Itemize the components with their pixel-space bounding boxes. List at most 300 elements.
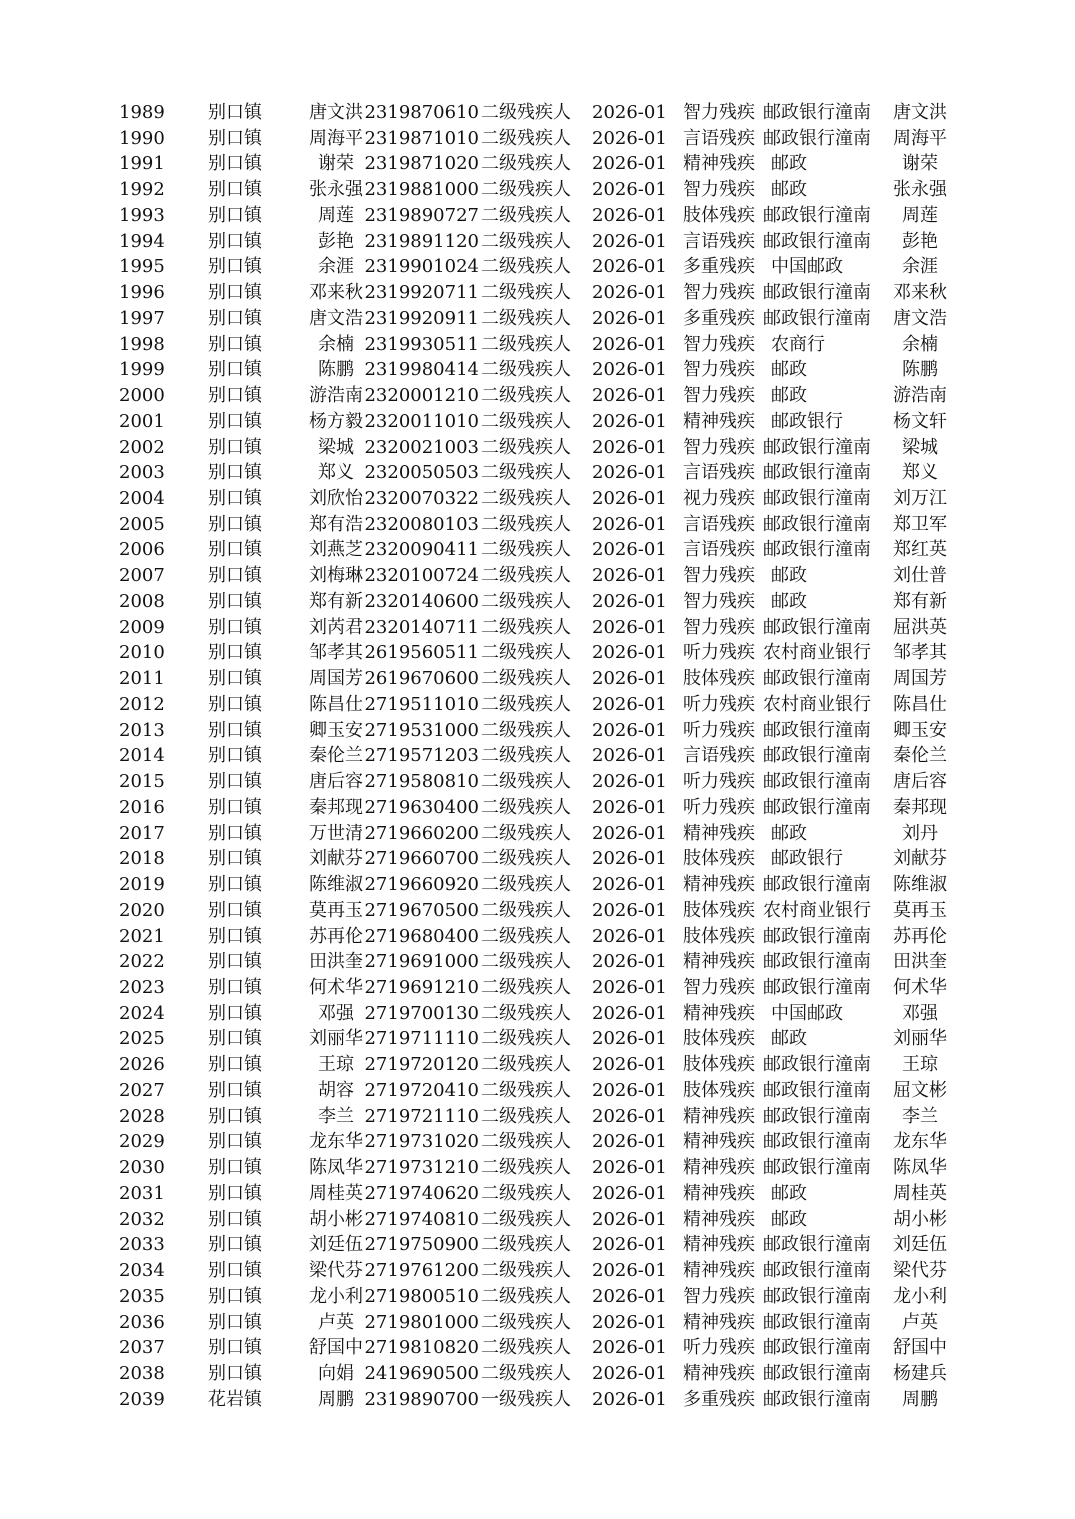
disability-type-cell: 精神残疾 bbox=[683, 1234, 755, 1256]
id-number-cell: 2719531000 bbox=[364, 719, 479, 741]
disability-type-cell: 肢体残疾 bbox=[683, 668, 755, 690]
id-number-cell: 2320090411 bbox=[364, 539, 479, 561]
name-cell: 唐文洪 bbox=[309, 102, 363, 123]
id-number-cell: 2719720120 bbox=[364, 1054, 479, 1076]
payee-cell: 龙东华 bbox=[893, 1131, 947, 1153]
bank-cell: 邮政银行 bbox=[771, 848, 843, 870]
name-cell: 刘献芬 bbox=[309, 848, 363, 870]
table-row bbox=[0, 872, 1075, 898]
disability-grade-cell: 二级残疾人 bbox=[481, 1054, 571, 1076]
date-cell: 2026-01 bbox=[592, 1131, 667, 1153]
name-cell: 李兰 bbox=[318, 1105, 354, 1127]
disability-type-cell: 听力残疾 bbox=[683, 693, 755, 715]
row-number-cell: 2020 bbox=[119, 899, 165, 921]
payee-cell: 秦伦兰 bbox=[893, 745, 947, 767]
row-number-cell: 2012 bbox=[119, 693, 165, 715]
id-number-cell: 2319890700 bbox=[364, 1388, 479, 1410]
name-cell: 王琼 bbox=[318, 1054, 354, 1076]
name-cell: 郑义 bbox=[318, 462, 354, 484]
disability-grade-cell: 二级残疾人 bbox=[481, 1285, 571, 1307]
disability-grade-cell: 二级残疾人 bbox=[481, 822, 571, 844]
disability-type-cell: 肢体残疾 bbox=[683, 1028, 755, 1050]
date-cell: 2026-01 bbox=[592, 436, 667, 458]
name-cell: 邓来秋 bbox=[309, 282, 363, 304]
payee-cell: 李兰 bbox=[902, 1105, 938, 1127]
row-number-cell: 1993 bbox=[119, 204, 165, 226]
town-cell: 别口镇 bbox=[208, 1311, 262, 1333]
id-number-cell: 2419690500 bbox=[364, 1362, 479, 1384]
disability-grade-cell: 二级残疾人 bbox=[481, 642, 571, 664]
id-number-cell: 2719630400 bbox=[364, 796, 479, 818]
payee-cell: 邓来秋 bbox=[893, 282, 947, 304]
date-cell: 2026-01 bbox=[592, 590, 667, 612]
payee-cell: 刘丽华 bbox=[893, 1028, 947, 1050]
disability-grade-cell: 二级残疾人 bbox=[481, 1182, 571, 1204]
disability-type-cell: 言语残疾 bbox=[683, 539, 755, 561]
disability-grade-cell: 二级残疾人 bbox=[481, 565, 571, 587]
table-row bbox=[0, 846, 1075, 872]
name-cell: 杨方毅 bbox=[309, 410, 363, 432]
date-cell: 2026-01 bbox=[592, 1079, 667, 1101]
row-number-cell: 2000 bbox=[119, 385, 165, 407]
disability-grade-cell: 二级残疾人 bbox=[481, 976, 571, 998]
disability-type-cell: 肢体残疾 bbox=[683, 899, 755, 921]
date-cell: 2026-01 bbox=[592, 333, 667, 355]
row-number-cell: 2029 bbox=[119, 1131, 165, 1153]
row-number-cell: 2018 bbox=[119, 848, 165, 870]
bank-cell: 邮政银行潼南 bbox=[763, 1234, 871, 1256]
bank-cell: 邮政银行潼南 bbox=[763, 668, 871, 690]
disability-type-cell: 肢体残疾 bbox=[683, 1079, 755, 1101]
disability-grade-cell: 二级残疾人 bbox=[481, 745, 571, 767]
table-row bbox=[0, 1052, 1075, 1078]
name-cell: 龙东华 bbox=[309, 1131, 363, 1153]
town-cell: 别口镇 bbox=[208, 693, 262, 715]
disability-grade-cell: 二级残疾人 bbox=[481, 668, 571, 690]
payee-cell: 周桂英 bbox=[893, 1182, 947, 1204]
date-cell: 2026-01 bbox=[592, 745, 667, 767]
row-number-cell: 1989 bbox=[119, 102, 165, 123]
payee-cell: 刘廷伍 bbox=[893, 1234, 947, 1256]
disability-type-cell: 言语残疾 bbox=[683, 513, 755, 535]
town-cell: 别口镇 bbox=[208, 204, 262, 226]
name-cell: 谢荣 bbox=[318, 153, 354, 175]
disability-type-cell: 精神残疾 bbox=[683, 1002, 755, 1024]
disability-grade-cell: 二级残疾人 bbox=[481, 874, 571, 896]
name-cell: 彭艳 bbox=[318, 230, 354, 252]
bank-cell: 邮政银行潼南 bbox=[763, 539, 871, 561]
bank-cell: 邮政银行潼南 bbox=[763, 1157, 871, 1179]
town-cell: 别口镇 bbox=[208, 1337, 262, 1359]
payee-cell: 屈洪英 bbox=[893, 616, 947, 638]
id-number-cell: 2319870610 bbox=[364, 102, 479, 123]
row-number-cell: 2016 bbox=[119, 796, 165, 818]
bank-cell: 邮政 bbox=[771, 565, 807, 587]
table-row bbox=[0, 357, 1075, 383]
name-cell: 龙小利 bbox=[309, 1285, 363, 1307]
row-number-cell: 2027 bbox=[119, 1079, 165, 1101]
name-cell: 周莲 bbox=[318, 204, 354, 226]
row-number-cell: 2037 bbox=[119, 1337, 165, 1359]
date-cell: 2026-01 bbox=[592, 1234, 667, 1256]
payee-cell: 刘献芬 bbox=[893, 848, 947, 870]
row-number-cell: 2031 bbox=[119, 1182, 165, 1204]
id-number-cell: 2619560511 bbox=[364, 642, 479, 664]
table-row bbox=[0, 151, 1075, 177]
disability-type-cell: 精神残疾 bbox=[683, 1362, 755, 1384]
disability-grade-cell: 二级残疾人 bbox=[481, 127, 571, 149]
id-number-cell: 2320140600 bbox=[364, 590, 479, 612]
id-number-cell: 2319930511 bbox=[364, 333, 479, 355]
bank-cell: 邮政银行潼南 bbox=[763, 282, 871, 304]
name-cell: 刘丽华 bbox=[309, 1028, 363, 1050]
date-cell: 2026-01 bbox=[592, 539, 667, 561]
disability-grade-cell: 二级残疾人 bbox=[481, 719, 571, 741]
row-number-cell: 2008 bbox=[119, 590, 165, 612]
id-number-cell: 2320021003 bbox=[364, 436, 479, 458]
row-number-cell: 1996 bbox=[119, 282, 165, 304]
table-row bbox=[0, 1155, 1075, 1181]
disability-type-cell: 智力残疾 bbox=[683, 565, 755, 587]
bank-cell: 邮政 bbox=[771, 1182, 807, 1204]
disability-grade-cell: 二级残疾人 bbox=[481, 1131, 571, 1153]
table-row bbox=[0, 1232, 1075, 1258]
id-number-cell: 2319881000 bbox=[364, 179, 479, 201]
date-cell: 2026-01 bbox=[592, 925, 667, 947]
table-row bbox=[0, 795, 1075, 821]
disability-grade-cell: 二级残疾人 bbox=[481, 488, 571, 510]
disability-grade-cell: 二级残疾人 bbox=[481, 179, 571, 201]
name-cell: 刘廷伍 bbox=[309, 1234, 363, 1256]
bank-cell: 邮政 bbox=[771, 359, 807, 381]
row-number-cell: 2011 bbox=[119, 668, 165, 690]
id-number-cell: 2719720410 bbox=[364, 1079, 479, 1101]
disability-type-cell: 听力残疾 bbox=[683, 1337, 755, 1359]
bank-cell: 邮政银行潼南 bbox=[763, 874, 871, 896]
bank-cell: 邮政 bbox=[771, 385, 807, 407]
name-cell: 余楠 bbox=[318, 333, 354, 355]
date-cell: 2026-01 bbox=[592, 874, 667, 896]
disability-grade-cell: 二级残疾人 bbox=[481, 693, 571, 715]
town-cell: 别口镇 bbox=[208, 230, 262, 252]
town-cell: 别口镇 bbox=[208, 513, 262, 535]
name-cell: 莫再玉 bbox=[309, 899, 363, 921]
id-number-cell: 2719660700 bbox=[364, 848, 479, 870]
date-cell: 2026-01 bbox=[592, 1157, 667, 1179]
town-cell: 别口镇 bbox=[208, 1362, 262, 1384]
town-cell: 别口镇 bbox=[208, 925, 262, 947]
town-cell: 别口镇 bbox=[208, 1285, 262, 1307]
date-cell: 2026-01 bbox=[592, 616, 667, 638]
id-number-cell: 2319891120 bbox=[364, 230, 479, 252]
id-number-cell: 2320100724 bbox=[364, 565, 479, 587]
date-cell: 2026-01 bbox=[592, 976, 667, 998]
town-cell: 别口镇 bbox=[208, 796, 262, 818]
date-cell: 2026-01 bbox=[592, 102, 667, 123]
id-number-cell: 2320080103 bbox=[364, 513, 479, 535]
disability-type-cell: 肢体残疾 bbox=[683, 204, 755, 226]
id-number-cell: 2719700130 bbox=[364, 1002, 479, 1024]
bank-cell: 邮政银行潼南 bbox=[763, 1131, 871, 1153]
row-number-cell: 2001 bbox=[119, 410, 165, 432]
name-cell: 梁城 bbox=[318, 436, 354, 458]
row-number-cell: 2033 bbox=[119, 1234, 165, 1256]
disability-grade-cell: 二级残疾人 bbox=[481, 333, 571, 355]
bank-cell: 邮政 bbox=[771, 822, 807, 844]
disability-type-cell: 精神残疾 bbox=[683, 1311, 755, 1333]
payee-cell: 刘丹 bbox=[902, 822, 938, 844]
disability-type-cell: 智力残疾 bbox=[683, 282, 755, 304]
town-cell: 别口镇 bbox=[208, 436, 262, 458]
disability-type-cell: 智力残疾 bbox=[683, 102, 755, 123]
date-cell: 2026-01 bbox=[592, 1002, 667, 1024]
disability-type-cell: 视力残疾 bbox=[683, 488, 755, 510]
town-cell: 别口镇 bbox=[208, 256, 262, 278]
town-cell: 别口镇 bbox=[208, 307, 262, 329]
id-number-cell: 2719731020 bbox=[364, 1131, 479, 1153]
date-cell: 2026-01 bbox=[592, 282, 667, 304]
date-cell: 2026-01 bbox=[592, 1311, 667, 1333]
disability-grade-cell: 二级残疾人 bbox=[481, 1028, 571, 1050]
disability-grade-cell: 二级残疾人 bbox=[481, 1362, 571, 1384]
disability-grade-cell: 二级残疾人 bbox=[481, 204, 571, 226]
town-cell: 别口镇 bbox=[208, 642, 262, 664]
id-number-cell: 2719740810 bbox=[364, 1208, 479, 1230]
payee-cell: 郑红英 bbox=[893, 539, 947, 561]
disability-type-cell: 智力残疾 bbox=[683, 385, 755, 407]
town-cell: 别口镇 bbox=[208, 127, 262, 149]
disability-grade-cell: 二级残疾人 bbox=[481, 385, 571, 407]
bank-cell: 邮政银行潼南 bbox=[763, 1337, 871, 1359]
disability-grade-cell: 二级残疾人 bbox=[481, 282, 571, 304]
id-number-cell: 2719511010 bbox=[364, 693, 479, 715]
name-cell: 刘芮君 bbox=[309, 616, 363, 638]
row-number-cell: 2005 bbox=[119, 513, 165, 535]
payee-cell: 唐文洪 bbox=[893, 102, 947, 123]
id-number-cell: 2319920911 bbox=[364, 307, 479, 329]
bank-cell: 邮政银行潼南 bbox=[763, 976, 871, 998]
table-row bbox=[0, 512, 1075, 538]
town-cell: 别口镇 bbox=[208, 179, 262, 201]
id-number-cell: 2619670600 bbox=[364, 668, 479, 690]
row-number-cell: 2002 bbox=[119, 436, 165, 458]
row-number-cell: 2004 bbox=[119, 488, 165, 510]
date-cell: 2026-01 bbox=[592, 642, 667, 664]
table-row bbox=[0, 692, 1075, 718]
table-row bbox=[0, 615, 1075, 641]
date-cell: 2026-01 bbox=[592, 1337, 667, 1359]
name-cell: 郑有浩 bbox=[309, 513, 363, 535]
town-cell: 别口镇 bbox=[208, 874, 262, 896]
town-cell: 别口镇 bbox=[208, 616, 262, 638]
name-cell: 胡容 bbox=[318, 1079, 354, 1101]
payee-cell: 余涯 bbox=[902, 256, 938, 278]
date-cell: 2026-01 bbox=[592, 204, 667, 226]
bank-cell: 邮政银行潼南 bbox=[763, 462, 871, 484]
name-cell: 万世清 bbox=[309, 822, 363, 844]
payee-cell: 苏再伦 bbox=[893, 925, 947, 947]
disability-grade-cell: 二级残疾人 bbox=[481, 539, 571, 561]
payee-cell: 邹孝其 bbox=[893, 642, 947, 664]
disability-grade-cell: 二级残疾人 bbox=[481, 848, 571, 870]
disability-type-cell: 肢体残疾 bbox=[683, 925, 755, 947]
date-cell: 2026-01 bbox=[592, 719, 667, 741]
name-cell: 刘燕芝 bbox=[309, 539, 363, 561]
table-row bbox=[0, 229, 1075, 255]
id-number-cell: 2719750900 bbox=[364, 1234, 479, 1256]
payee-cell: 刘万江 bbox=[893, 488, 947, 510]
name-cell: 陈鹏 bbox=[318, 359, 354, 381]
payee-cell: 莫再玉 bbox=[893, 899, 947, 921]
bank-cell: 邮政 bbox=[771, 153, 807, 175]
table-row bbox=[0, 100, 1075, 126]
payee-cell: 张永强 bbox=[893, 179, 947, 201]
bank-cell: 农商行 bbox=[771, 333, 825, 355]
payee-cell: 唐文浩 bbox=[893, 307, 947, 329]
id-number-cell: 2719580810 bbox=[364, 771, 479, 793]
disability-type-cell: 智力残疾 bbox=[683, 359, 755, 381]
date-cell: 2026-01 bbox=[592, 1105, 667, 1127]
table-row bbox=[0, 1207, 1075, 1233]
bank-cell: 邮政银行潼南 bbox=[763, 1388, 871, 1410]
payee-cell: 郑有新 bbox=[893, 590, 947, 612]
disability-type-cell: 精神残疾 bbox=[683, 153, 755, 175]
bank-cell: 农村商业银行 bbox=[763, 642, 871, 664]
date-cell: 2026-01 bbox=[592, 1208, 667, 1230]
disability-type-cell: 多重残疾 bbox=[683, 1388, 755, 1410]
table-row bbox=[0, 769, 1075, 795]
payee-cell: 彭艳 bbox=[902, 230, 938, 252]
disability-grade-cell: 二级残疾人 bbox=[481, 153, 571, 175]
row-number-cell: 1994 bbox=[119, 230, 165, 252]
date-cell: 2026-01 bbox=[592, 951, 667, 973]
table-row bbox=[0, 949, 1075, 975]
bank-cell: 邮政 bbox=[771, 179, 807, 201]
town-cell: 别口镇 bbox=[208, 848, 262, 870]
disability-grade-cell: 二级残疾人 bbox=[481, 436, 571, 458]
town-cell: 别口镇 bbox=[208, 359, 262, 381]
table-row bbox=[0, 254, 1075, 280]
bank-cell: 邮政银行潼南 bbox=[763, 796, 871, 818]
table-row bbox=[0, 1104, 1075, 1130]
row-number-cell: 2028 bbox=[119, 1105, 165, 1127]
payee-cell: 秦邦现 bbox=[893, 796, 947, 818]
payee-cell: 郑义 bbox=[902, 462, 938, 484]
date-cell: 2026-01 bbox=[592, 359, 667, 381]
disability-grade-cell: 二级残疾人 bbox=[481, 771, 571, 793]
name-cell: 卢英 bbox=[318, 1311, 354, 1333]
town-cell: 别口镇 bbox=[208, 565, 262, 587]
disability-grade-cell: 二级残疾人 bbox=[481, 899, 571, 921]
town-cell: 别口镇 bbox=[208, 1002, 262, 1024]
disability-grade-cell: 二级残疾人 bbox=[481, 1157, 571, 1179]
table-row bbox=[0, 640, 1075, 666]
id-number-cell: 2320050503 bbox=[364, 462, 479, 484]
id-number-cell: 2719691000 bbox=[364, 951, 479, 973]
name-cell: 向娟 bbox=[318, 1362, 354, 1384]
disability-type-cell: 智力残疾 bbox=[683, 333, 755, 355]
row-number-cell: 1999 bbox=[119, 359, 165, 381]
row-number-cell: 2026 bbox=[119, 1054, 165, 1076]
disability-grade-cell: 二级残疾人 bbox=[481, 307, 571, 329]
table-row bbox=[0, 537, 1075, 563]
bank-cell: 邮政银行潼南 bbox=[763, 951, 871, 973]
date-cell: 2026-01 bbox=[592, 796, 667, 818]
disability-type-cell: 言语残疾 bbox=[683, 127, 755, 149]
name-cell: 胡小彬 bbox=[309, 1208, 363, 1230]
disability-type-cell: 精神残疾 bbox=[683, 951, 755, 973]
disability-type-cell: 智力残疾 bbox=[683, 1285, 755, 1307]
disability-type-cell: 精神残疾 bbox=[683, 822, 755, 844]
name-cell: 陈凤华 bbox=[309, 1157, 363, 1179]
table-row bbox=[0, 1001, 1075, 1027]
date-cell: 2026-01 bbox=[592, 179, 667, 201]
id-number-cell: 2719711110 bbox=[364, 1028, 479, 1050]
payee-cell: 杨建兵 bbox=[893, 1362, 947, 1384]
bank-cell: 邮政 bbox=[771, 590, 807, 612]
bank-cell: 邮政银行潼南 bbox=[763, 1105, 871, 1127]
disability-type-cell: 精神残疾 bbox=[683, 874, 755, 896]
town-cell: 别口镇 bbox=[208, 1105, 262, 1127]
bank-cell: 邮政银行潼南 bbox=[763, 102, 871, 123]
row-number-cell: 2013 bbox=[119, 719, 165, 741]
payee-cell: 刘仕普 bbox=[893, 565, 947, 587]
name-cell: 邓强 bbox=[318, 1002, 354, 1024]
town-cell: 别口镇 bbox=[208, 462, 262, 484]
table-row bbox=[0, 898, 1075, 924]
date-cell: 2026-01 bbox=[592, 1260, 667, 1282]
id-number-cell: 2719660920 bbox=[364, 874, 479, 896]
id-number-cell: 2719800510 bbox=[364, 1285, 479, 1307]
name-cell: 郑有新 bbox=[309, 590, 363, 612]
id-number-cell: 2319871020 bbox=[364, 153, 479, 175]
disability-type-cell: 肢体残疾 bbox=[683, 1054, 755, 1076]
town-cell: 别口镇 bbox=[208, 719, 262, 741]
row-number-cell: 2039 bbox=[119, 1388, 165, 1410]
payee-cell: 梁代芬 bbox=[893, 1260, 947, 1282]
id-number-cell: 2319920711 bbox=[364, 282, 479, 304]
table-row bbox=[0, 1026, 1075, 1052]
payee-cell: 邓强 bbox=[902, 1002, 938, 1024]
disability-type-cell: 精神残疾 bbox=[683, 1157, 755, 1179]
date-cell: 2026-01 bbox=[592, 256, 667, 278]
table-row bbox=[0, 486, 1075, 512]
payee-cell: 舒国中 bbox=[893, 1337, 947, 1359]
town-cell: 别口镇 bbox=[208, 539, 262, 561]
name-cell: 余涯 bbox=[318, 256, 354, 278]
row-number-cell: 2034 bbox=[119, 1260, 165, 1282]
payee-cell: 周鹏 bbox=[902, 1388, 938, 1410]
disability-grade-cell: 二级残疾人 bbox=[481, 1105, 571, 1127]
disability-type-cell: 精神残疾 bbox=[683, 1208, 755, 1230]
name-cell: 苏再伦 bbox=[309, 925, 363, 947]
town-cell: 别口镇 bbox=[208, 153, 262, 175]
row-number-cell: 2003 bbox=[119, 462, 165, 484]
date-cell: 2026-01 bbox=[592, 1388, 667, 1410]
town-cell: 别口镇 bbox=[208, 1234, 262, 1256]
disability-grade-cell: 二级残疾人 bbox=[481, 1311, 571, 1333]
row-number-cell: 2007 bbox=[119, 565, 165, 587]
table-row bbox=[0, 1258, 1075, 1284]
bank-cell: 邮政银行潼南 bbox=[763, 513, 871, 535]
town-cell: 别口镇 bbox=[208, 771, 262, 793]
payee-cell: 游浩南 bbox=[893, 385, 947, 407]
name-cell: 周桂英 bbox=[309, 1182, 363, 1204]
disability-type-cell: 精神残疾 bbox=[683, 1131, 755, 1153]
date-cell: 2026-01 bbox=[592, 410, 667, 432]
town-cell: 别口镇 bbox=[208, 282, 262, 304]
id-number-cell: 2719761200 bbox=[364, 1260, 479, 1282]
